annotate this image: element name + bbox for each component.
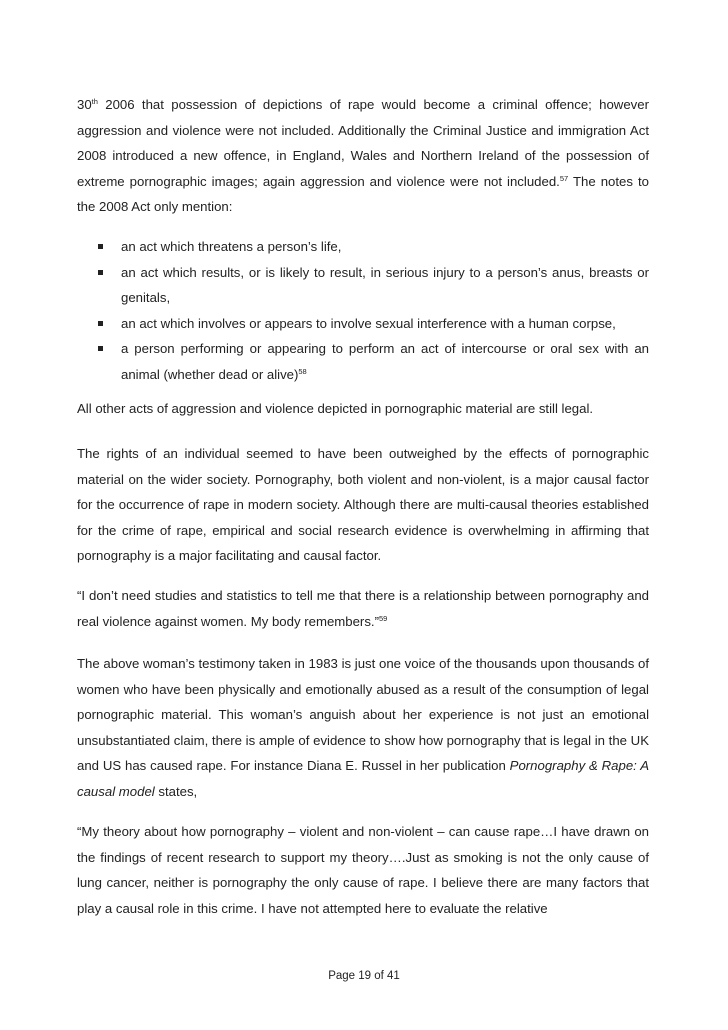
page-number: Page 19 of 41 bbox=[328, 970, 400, 982]
paragraph-rights: The rights of an individual seemed to have been outweighed by the effects of pornographic material on the wider society. Pornography, both violent and non-violent, is a major causal factor for the occurrence of rape in modern society. Although there are multi-causal theories established for the crime of rape, empirical and social research evidence is overwhelming in affirming that pornography is a major facilitating and causal factor. bbox=[77, 446, 649, 563]
publication-title: Pornography & Rape: A causal model bbox=[77, 758, 649, 799]
bullet-square-icon bbox=[98, 321, 103, 326]
footnote-ref-58: 58 bbox=[298, 366, 307, 376]
list-item: an act which results, or is likely to result, in serious injury to a person’s anus, breasts or genitals, bbox=[77, 260, 649, 311]
bullet-square-icon bbox=[98, 244, 103, 249]
paragraph-act-2006 bbox=[77, 92, 649, 220]
quote-testimony: “I don’t need studies and statistics to tell me that there is a relationship between pornography and real violence against women. My body remembers.”$^{59}$ bbox=[77, 588, 649, 629]
date-prefix: 30 bbox=[77, 97, 92, 112]
bullet-square-icon bbox=[98, 346, 103, 351]
list-item: an act which threatens a person’s life, bbox=[77, 234, 649, 260]
list-item: a person performing or appearing to perform an act of intercourse or oral sex with an animal (whether dead or alive)$^{58}$ bbox=[77, 336, 649, 387]
paragraph-text-continued: The notes to the 2008 Act only mention: bbox=[77, 173, 649, 214]
quote-russel: “My theory about how pornography – violent and non-violent – can cause rape…I have drawn on the findings of recent research to support my theory….Just as smoking is not the only cause of lung cancer, neither is pornography the only cause of rape. I believe there are many factors that play a causal role in this crime. I have not attempted here to evaluate the relative bbox=[77, 824, 649, 916]
list-item: an act which involves or appears to involve sexual interference with a human corpse, bbox=[77, 311, 649, 337]
date-suffix: th bbox=[91, 97, 98, 106]
paragraph-testimony: The above woman’s testimony taken in 1983 is just one voice of the thousands upon thousands of women who have been physically and emotionally abused as a result of the consumption of legal pornographic material. This woman’s anguish about her experience is not just an emotional unsubstantiated claim, there is ample of evidence to show how pornography that is legal in the UK and US has caused rape. For instance Diana E. Russel in her publication Pornography & Rape: A causal model states, bbox=[77, 656, 649, 799]
act-criteria-list bbox=[77, 234, 649, 387]
footnote-ref-59: 59 bbox=[378, 613, 388, 623]
paragraph-text: 2006 that possession of depictions of rape would become a criminal offence; however aggression and violence were not included. Additionally the Criminal Justice and immigration Act 2008 introduced a new offence, in England, Wales and Northern Ireland of the possession of extreme pornographic images; again aggression and violence were not included. bbox=[77, 97, 649, 189]
paragraph-other-acts: All other acts of aggression and violence depicted in pornographic material are still legal. bbox=[77, 401, 594, 416]
footnote-ref-57: 57 bbox=[559, 173, 569, 183]
bullet-square-icon bbox=[98, 270, 103, 275]
